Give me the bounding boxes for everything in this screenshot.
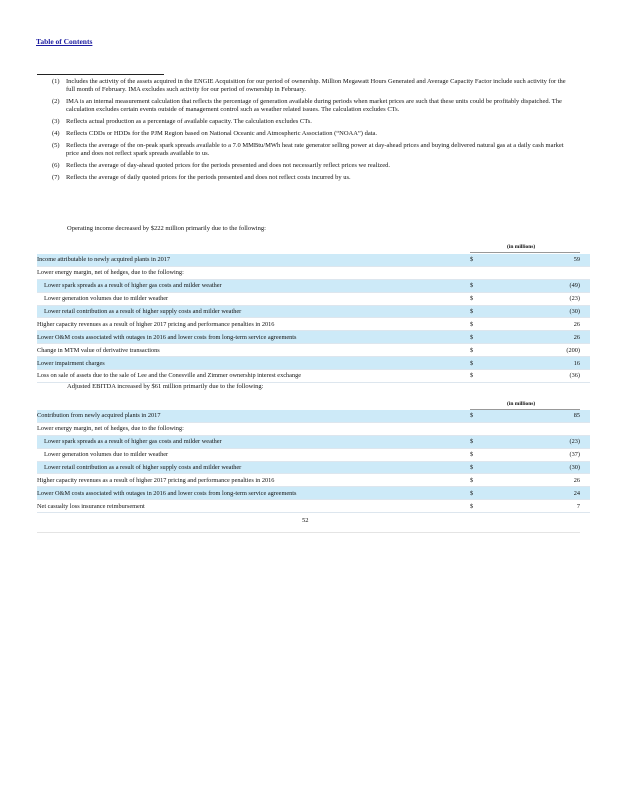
table-row [37,410,590,422]
table-row [37,461,590,474]
footnote: (4) Reflects CDDs or HDDs for the PJM Region based on National Oceanic and Atmospheric Association (“NOAA”) data. [52,130,378,137]
row-label: Loss on sale of assets due to the sale of Lee and the Conesville and Zimmer ownership interest exchange [37,372,302,380]
row-value: 26 [573,320,580,328]
table-row [37,292,590,305]
row-value: (200) [566,346,580,354]
row-value: 7 [576,502,580,510]
row-value: (37) [569,451,580,459]
table-row [37,279,590,292]
operating-income-intro: Operating income decreased by $222 million primarily due to the following: [67,225,266,232]
row-label: Net casualty loss insurance reimbursement [37,502,145,510]
row-label: Lower spark spreads as a result of higher gas costs and milder weather [44,282,222,290]
row-label: Lower energy margin, net of hedges, due to the following: [37,269,184,277]
currency-symbol: $ [470,295,474,303]
footnotes [52,78,572,186]
currency-symbol: $ [470,412,474,420]
row-label: Lower generation volumes due to milder weather [44,451,169,459]
table-top-rule [470,252,580,253]
currency-symbol: $ [470,372,474,380]
page-bottom-rule [37,532,580,533]
currency-symbol: $ [470,256,474,264]
currency-symbol: $ [470,502,474,510]
page-number: 52 [302,517,309,524]
row-label: Lower spark spreads as a result of higher gas costs and milder weather [44,438,222,446]
row-value: (30) [569,464,580,471]
footnote: (6) Reflects the average of day-ahead quoted prices for the periods presented and does not necessarily reflect prices we realized. [52,162,390,169]
row-value: (30) [569,308,580,315]
currency-symbol [470,266,530,279]
currency-symbol: $ [470,464,474,471]
table-of-contents-link[interactable]: Table of Contents [36,37,93,46]
units-label: (in millions) [507,401,536,407]
adjusted-ebitda-table [37,410,590,513]
operating-income-table [37,254,590,383]
table-row [37,487,590,500]
table-row [37,370,590,383]
row-value: (23) [569,295,580,303]
footnote-rule [37,74,164,75]
row-label: Lower retail contribution as a result of higher supply costs and milder weather [44,464,242,471]
row-value: (23) [569,438,580,446]
row-value: 26 [573,333,580,341]
row-label: Lower impairment charges [37,359,105,367]
row-value: 85 [573,412,580,420]
row-label: Higher capacity revenues as a result of higher 2017 pricing and performance penalties in 2016 [37,476,275,484]
footnote: (7) Reflects the average of daily quoted prices for the periods presented and does not reflect costs incurred by us. [52,174,351,181]
table-row [37,435,590,448]
table-row [37,266,590,279]
table-row [37,318,590,331]
footnote: (2) IMA is an internal measurement calculation that reflects the percentage of generation available during periods when market prices are such that these units could be profitably dispatched. The calculation excludes certain events outside of management control such as weather related issues. The calculation excludes CTs. [52,98,562,113]
currency-symbol: $ [470,346,474,354]
row-value: (49) [569,282,580,290]
currency-symbol: $ [470,333,474,341]
row-label: Lower O&M costs associated with outages in 2016 and lower costs from long-term service agreements [37,333,297,341]
row-value: (36) [569,372,580,380]
row-value: 24 [573,489,580,497]
currency-symbol [470,422,530,435]
table-row [37,357,590,370]
footnote: (3) Reflects actual production as a percentage of available capacity. The calculation excludes CTs. [52,118,312,125]
row-value [530,266,590,279]
table-row [37,331,590,344]
units-label: (in millions) [507,244,536,250]
row-label: Lower generation volumes due to milder weather [44,295,169,303]
row-label: Higher capacity revenues as a result of higher 2017 pricing and performance penalties in 2016 [37,320,275,328]
currency-symbol: $ [470,451,474,459]
table-row [37,448,590,461]
adjusted-ebitda-intro: Adjusted EBITDA increased by $61 million primarily due to the following: [67,383,264,390]
row-label: Income attributable to newly acquired plants in 2017 [37,256,171,264]
table-row [37,422,590,435]
footnote: (5) Reflects the average of the on-peak spark spreads available to a 7.0 MMBtu/MWh heat rate generator selling power at day-ahead prices and buying delivered natural gas at a daily cash market price and does not reflect spark spreads available to us. [52,142,564,157]
row-label: Lower O&M costs associated with outages in 2016 and lower costs from long-term service agreements [37,489,297,497]
currency-symbol: $ [470,438,474,446]
currency-symbol: $ [470,308,474,315]
currency-symbol: $ [470,489,474,497]
currency-symbol: $ [470,476,474,484]
footnote: (1) Includes the activity of the assets acquired in the ENGIE Acquisition for our period of ownership. Million Megawatt Hours Generated and Average Capacity Factor include such activity for the full month of February. IMA excludes such activity for our period of ownership in February. [52,78,566,93]
table-row [37,500,590,513]
row-value: 59 [573,256,580,264]
table-row [37,254,590,266]
row-label: Lower energy margin, net of hedges, due to the following: [37,425,184,433]
table-row [37,305,590,318]
row-value: 16 [573,359,580,367]
row-label: Lower retail contribution as a result of higher supply costs and milder weather [44,308,242,315]
currency-symbol: $ [470,282,474,290]
currency-symbol: $ [470,359,474,367]
row-label: Contribution from newly acquired plants in 2017 [37,412,161,420]
row-value: 26 [573,476,580,484]
row-value [530,422,590,435]
currency-symbol: $ [470,320,474,328]
table-row [37,344,590,357]
row-label: Change in MTM value of derivative transactions [37,346,160,354]
table-row [37,474,590,487]
